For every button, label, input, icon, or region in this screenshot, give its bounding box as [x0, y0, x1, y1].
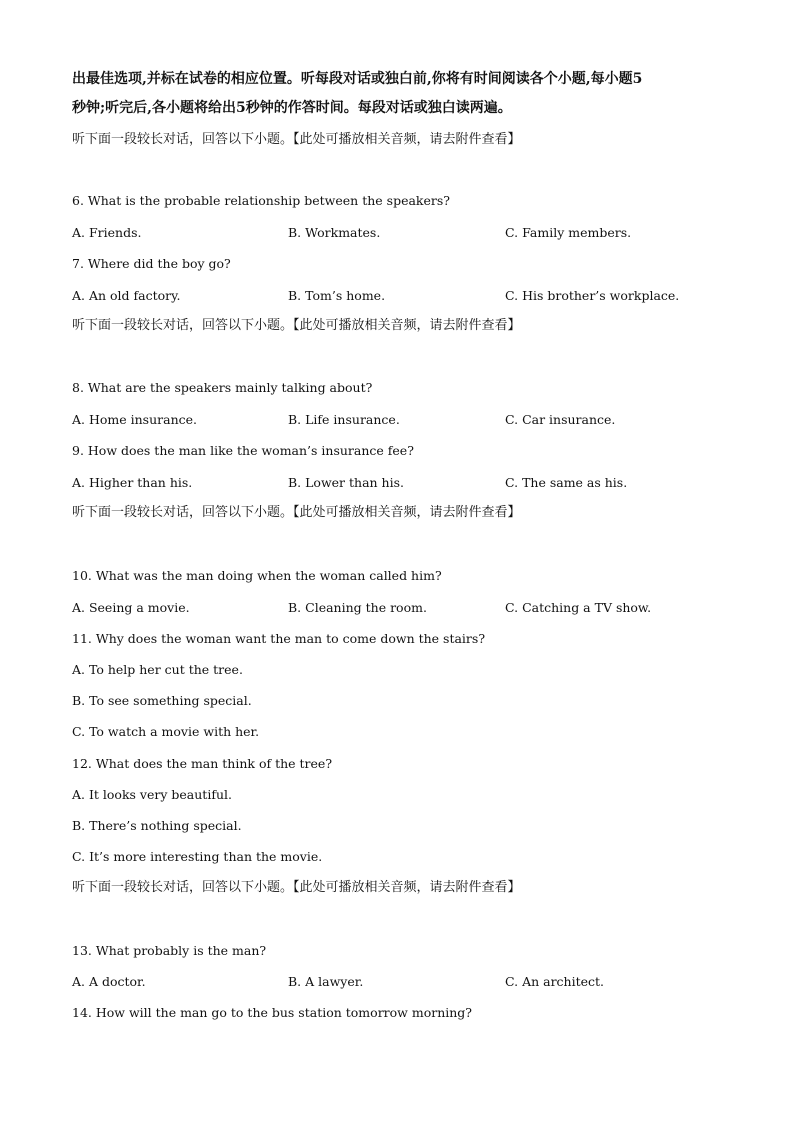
question-stem: 14. How will the man go to the bus station tomorrow morning? [72, 1005, 472, 1020]
option-a: A. Seeing a movie. [72, 600, 190, 615]
question-stem: 13. What probably is the man? [72, 943, 267, 958]
option-b: B. Workmates. [288, 225, 381, 240]
instructions-line-1: 出最佳选项,并标在试卷的相应位置。听每段对话或独白前,你将有时间阅读各个小题,每小题5 [72, 71, 643, 87]
option-c: C. Catching a TV show. [505, 600, 652, 615]
option-c: C. The same as his. [505, 475, 628, 490]
option-a: A. A doctor. [72, 974, 146, 989]
option-a: A. Home insurance. [72, 412, 197, 427]
option-b: B. There’s nothing special. [72, 818, 242, 833]
option-c: C. To watch a movie with her. [72, 724, 260, 739]
option-b: B. Cleaning the room. [288, 600, 427, 615]
question-stem: 12. What does the man think of the tree? [72, 756, 333, 771]
option-c: C. An architect. [505, 974, 605, 989]
instructions-line-2: 秒钟;听完后,各小题将给出5秒钟的作答时间。每段对话或独白读两遍。 [72, 100, 512, 116]
option-b: B. Tom’s home. [288, 288, 386, 303]
option-b: B. Life insurance. [288, 412, 400, 427]
option-a: A. Friends. [72, 225, 142, 240]
option-a: A. To help her cut the tree. [72, 662, 243, 677]
option-b: B. A lawyer. [288, 974, 364, 989]
question-stem: 11. Why does the woman want the man to come down the stairs? [72, 631, 486, 646]
option-c: C. Family members. [505, 225, 632, 240]
option-c: C. His brother’s workplace. [505, 288, 680, 303]
question-stem: 10. What was the man doing when the woman called him? [72, 568, 442, 583]
option-a: A. Higher than his. [72, 475, 193, 490]
question-stem: 8. What are the speakers mainly talking about? [72, 380, 373, 395]
section-note: 听下面一段较长对话，回答以下小题。【此处可播放相关音频，请去附件查看】 [72, 318, 521, 333]
section-note: 听下面一段较长对话，回答以下小题。【此处可播放相关音频，请去附件查看】 [72, 505, 521, 520]
option-b: B. To see something special. [72, 693, 252, 708]
question-stem: 7. Where did the boy go? [72, 256, 231, 271]
option-c: C. It’s more interesting than the movie. [72, 849, 323, 864]
question-stem: 6. What is the probable relationship between the speakers? [72, 193, 450, 208]
question-stem: 9. How does the man like the woman’s insurance fee? [72, 443, 414, 458]
option-a: A. It looks very beautiful. [72, 787, 232, 802]
option-c: C. Car insurance. [505, 412, 616, 427]
option-a: A. An old factory. [72, 288, 181, 303]
section-note: 听下面一段较长对话，回答以下小题。【此处可播放相关音频，请去附件查看】 [72, 132, 521, 147]
section-note: 听下面一段较长对话，回答以下小题。【此处可播放相关音频，请去附件查看】 [72, 880, 521, 895]
option-b: B. Lower than his. [288, 475, 404, 490]
